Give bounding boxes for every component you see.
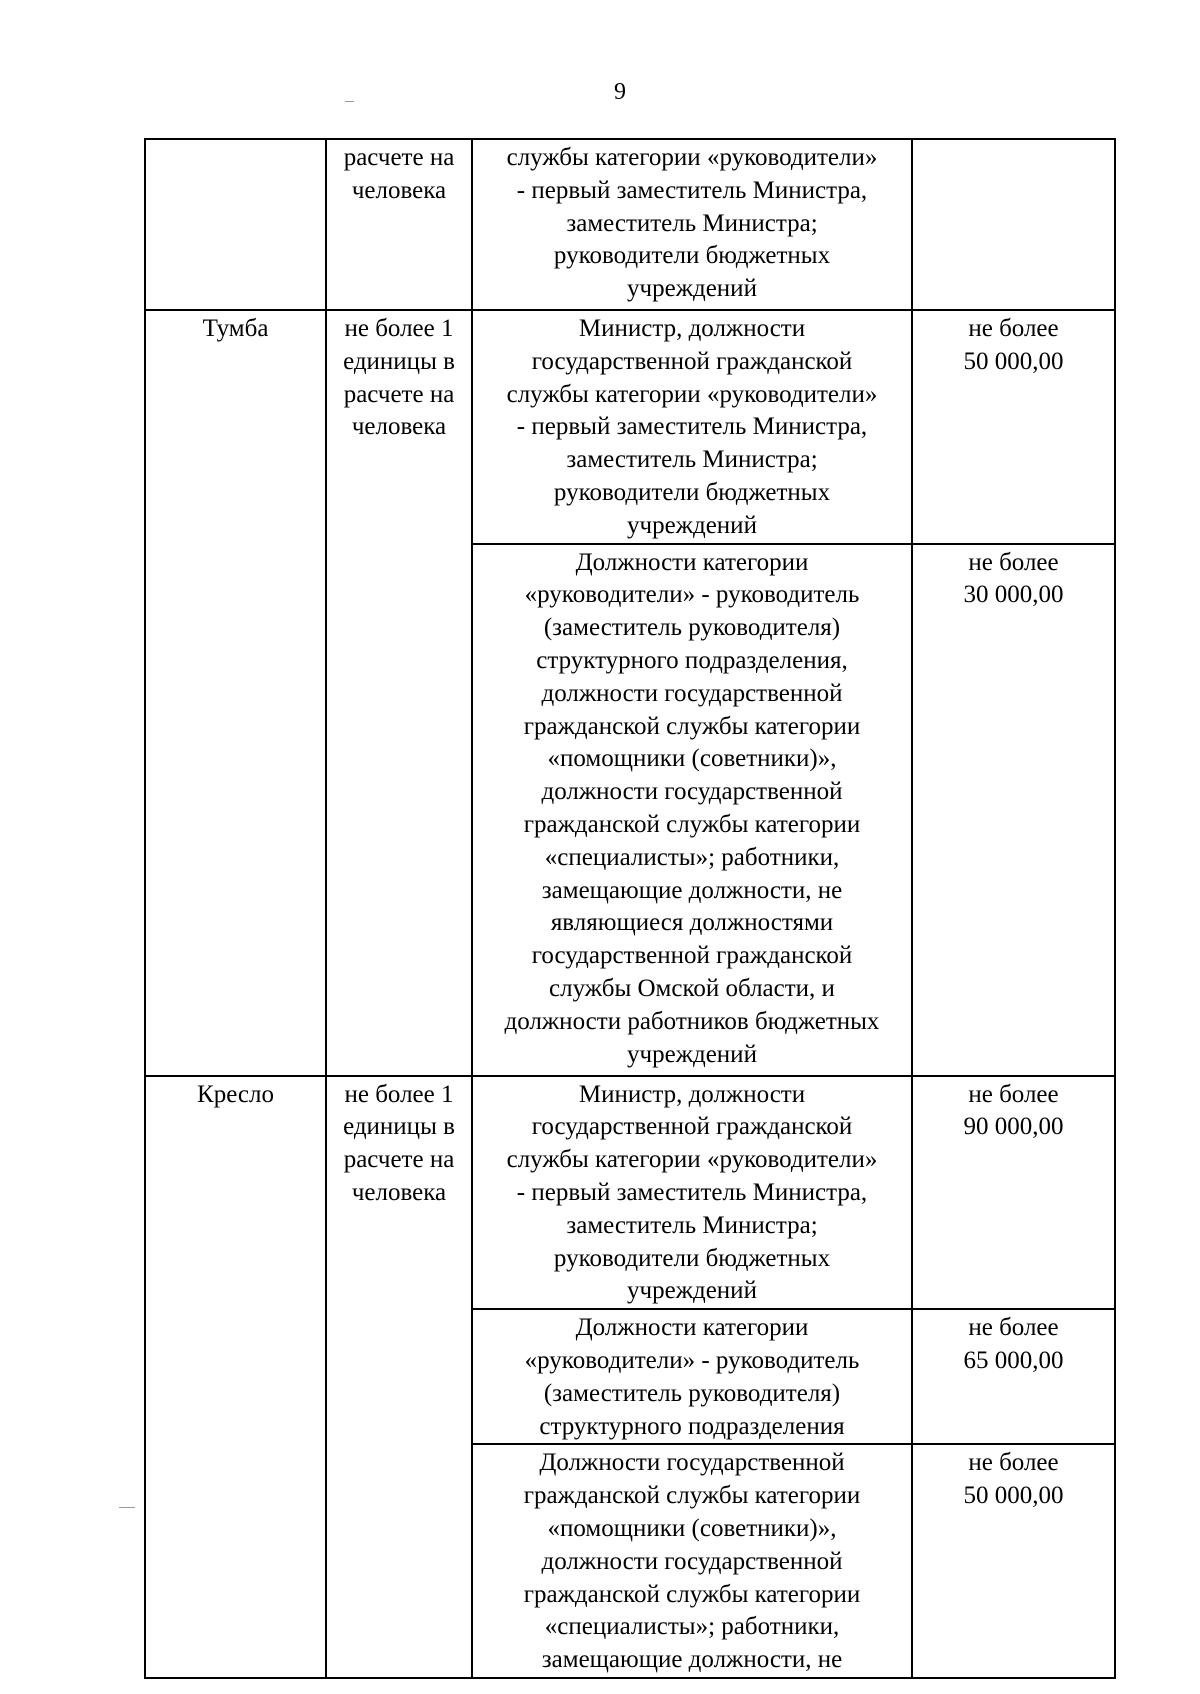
page-number: 9: [614, 79, 626, 105]
price-cell: не более 30 000,00: [912, 544, 1115, 1076]
item-name-cell: Тумба: [145, 310, 326, 1076]
price-cell: не более 65 000,00: [912, 1309, 1115, 1444]
position-cell: Должности категории «руководители» - руководитель (заместитель руководителя) структурного подразделения, должности государственной гражданской службы категории «помощники (советники)», должности государственной гражданской службы категории «специалисты»; работники, замещающие должности, не являющиеся должностями государственной гражданской службы Омской области, и должности работников бюджетных учреждений: [472, 544, 912, 1076]
price-cell: [912, 139, 1115, 310]
table-row: [145, 310, 1115, 544]
table-row: [145, 139, 1115, 310]
quantity-cell: расчете на человека: [326, 139, 472, 310]
price-cell: не более 50 000,00: [912, 310, 1115, 544]
item-name-cell: Кресло: [145, 1076, 326, 1678]
quantity-cell: не более 1 единицы в расчете на человека: [326, 1076, 472, 1678]
price-cell: не более 90 000,00: [912, 1076, 1115, 1310]
position-cell: Министр, должности государственной гражданской службы категории «руководители» - первый заместитель Министра, заместитель Министра; руководители бюджетных учреждений: [472, 1076, 912, 1310]
position-cell: Министр, должности государственной гражданской службы категории «руководители» - первый заместитель Министра, заместитель Министра; руководители бюджетных учреждений: [472, 310, 912, 544]
table-row: [145, 1076, 1115, 1310]
item-name-cell: [145, 139, 326, 310]
quantity-cell: не более 1 единицы в расчете на человека: [326, 310, 472, 1076]
scan-mark: [345, 101, 354, 102]
position-cell: Должности государственной гражданской службы категории «помощники (советники)», должности государственной гражданской службы категории «специалисты»; работники, замещающие должности, не: [472, 1444, 912, 1678]
norms-table: [144, 138, 1116, 1679]
position-cell: Должности категории «руководители» - руководитель (заместитель руководителя) структурного подразделения: [472, 1309, 912, 1444]
price-cell: не более 50 000,00: [912, 1444, 1115, 1678]
position-cell: службы категории «руководители» - первый заместитель Министра, заместитель Министра; руководители бюджетных учреждений: [472, 139, 912, 310]
scan-mark: [119, 1507, 135, 1508]
